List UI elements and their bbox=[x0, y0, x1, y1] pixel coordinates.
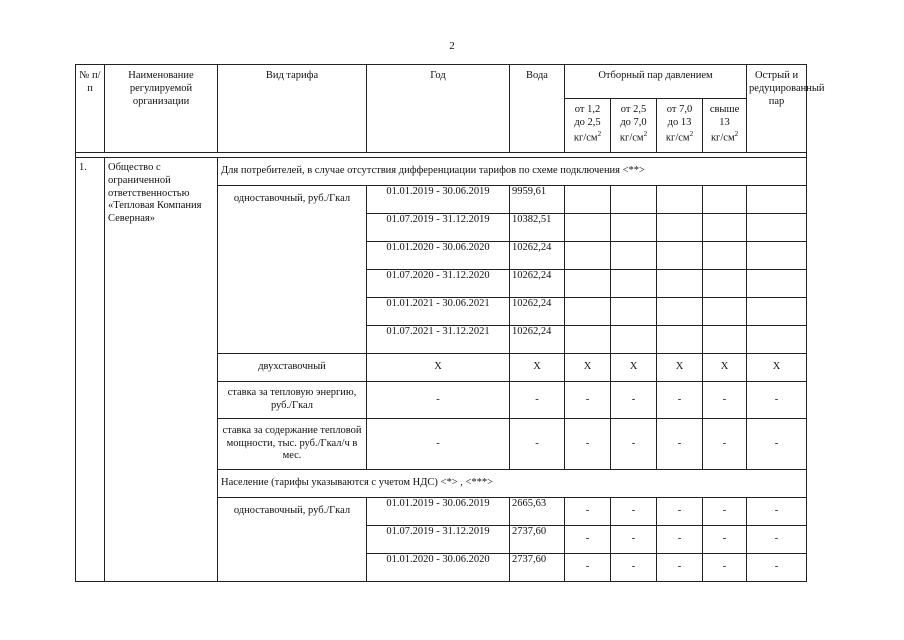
dash-cell: - bbox=[747, 419, 807, 470]
dash-cell: - bbox=[657, 498, 703, 526]
header-water: Вода bbox=[510, 65, 565, 153]
water-value: 10262,24 bbox=[510, 242, 565, 270]
tariff-table bbox=[75, 64, 825, 582]
dash-cell: - bbox=[657, 382, 703, 419]
table-row-period: 01.07.2019 - 31.12.2019 bbox=[367, 214, 510, 242]
x-mark: X bbox=[703, 354, 747, 382]
dash-cell: - bbox=[565, 526, 611, 554]
dash-cell: - bbox=[657, 554, 703, 582]
dash-cell: - bbox=[611, 526, 657, 554]
dash-cell: - bbox=[510, 382, 565, 419]
one-rate-label: одноставочный, руб./Гкал bbox=[218, 186, 367, 354]
table-row-period: 01.01.2020 - 30.06.2020 bbox=[367, 554, 510, 582]
dash-cell: - bbox=[747, 498, 807, 526]
header-tariff-type: Вид тарифа bbox=[218, 65, 367, 153]
dash-cell: - bbox=[747, 554, 807, 582]
x-mark: X bbox=[367, 354, 510, 382]
dash-cell: - bbox=[611, 382, 657, 419]
dash-cell: - bbox=[703, 498, 747, 526]
row-number: 1. bbox=[76, 158, 105, 582]
header-steam-4: свыше 13 $кг/см^2$ bbox=[703, 99, 747, 153]
header-steam: Отборный пар давлением bbox=[565, 65, 747, 99]
table-row-period: 01.07.2020 - 31.12.2020 bbox=[367, 270, 510, 298]
dash-cell: - bbox=[703, 419, 747, 470]
water-value: 10262,24 bbox=[510, 298, 565, 326]
section-consumers: Для потребителей, в случае отсутствия дифференциации тарифов по схеме подключения <**> bbox=[218, 158, 807, 186]
header-no: № п/п bbox=[76, 65, 105, 153]
dash-cell: - bbox=[747, 382, 807, 419]
dash-cell: - bbox=[703, 382, 747, 419]
table-row-period: 01.07.2019 - 31.12.2019 bbox=[367, 526, 510, 554]
x-mark: X bbox=[510, 354, 565, 382]
header-year: Год bbox=[367, 65, 510, 153]
dash-cell: - bbox=[565, 382, 611, 419]
table-row-period: 01.01.2019 - 30.06.2019 bbox=[367, 498, 510, 526]
water-value: 2737,60 bbox=[510, 526, 565, 554]
header-steam-2: от 2,5 до 7,0 $кг/см^2$ bbox=[611, 99, 657, 153]
dash-cell: - bbox=[611, 498, 657, 526]
water-value: 2665,63 bbox=[510, 498, 565, 526]
header-steam-1: от 1,2 до 2,5 $кг/см^2$ bbox=[565, 99, 611, 153]
header-steam-3: от 7,0 до 13 $кг/см^2$ bbox=[657, 99, 703, 153]
energy-rate-label: ставка за тепловую энергию, руб./Гкал bbox=[218, 382, 367, 419]
two-rate-label: двухставочный bbox=[218, 354, 367, 382]
dash-cell: - bbox=[367, 382, 510, 419]
water-value: 2737,60 bbox=[510, 554, 565, 582]
dash-cell: - bbox=[747, 526, 807, 554]
dash-cell: - bbox=[565, 498, 611, 526]
x-mark: X bbox=[611, 354, 657, 382]
dash-cell: - bbox=[565, 419, 611, 470]
water-value: 10262,24 bbox=[510, 326, 565, 354]
capacity-rate-label: ставка за содержание тепловой мощности, тыс. руб./Гкал/ч в мес. bbox=[218, 419, 367, 470]
dash-cell: - bbox=[703, 526, 747, 554]
header-organization: Наименование регулируемой организации bbox=[105, 65, 218, 153]
dash-cell: - bbox=[565, 554, 611, 582]
dash-cell: - bbox=[611, 419, 657, 470]
dash-cell: - bbox=[367, 419, 510, 470]
dash-cell: - bbox=[703, 554, 747, 582]
water-value: 9959,61 bbox=[510, 186, 565, 214]
water-value: 10382,51 bbox=[510, 214, 565, 242]
water-value: 10262,24 bbox=[510, 270, 565, 298]
dash-cell: - bbox=[657, 419, 703, 470]
dash-cell: - bbox=[611, 554, 657, 582]
section-population: Население (тарифы указываются с учетом НДС) <*> , <***> bbox=[218, 470, 807, 498]
dash-cell: - bbox=[510, 419, 565, 470]
table-row-period: 01.01.2019 - 30.06.2019 bbox=[367, 186, 510, 214]
table-row-period: 01.01.2021 - 30.06.2021 bbox=[367, 298, 510, 326]
table-row-period: 01.07.2021 - 31.12.2021 bbox=[367, 326, 510, 354]
x-mark: X bbox=[657, 354, 703, 382]
table-row-period: 01.01.2020 - 30.06.2020 bbox=[367, 242, 510, 270]
x-mark: X bbox=[747, 354, 807, 382]
dash-cell: - bbox=[657, 526, 703, 554]
organization-name: Общество с ограниченной ответственностью «Тепловая Компания Северная» bbox=[105, 158, 218, 582]
x-mark: X bbox=[565, 354, 611, 382]
page-number: 2 bbox=[449, 40, 455, 52]
pop-one-rate-label: одноставочный, руб./Гкал bbox=[218, 498, 367, 582]
header-sharp-steam: Острый и редуцированный пар bbox=[747, 65, 807, 153]
